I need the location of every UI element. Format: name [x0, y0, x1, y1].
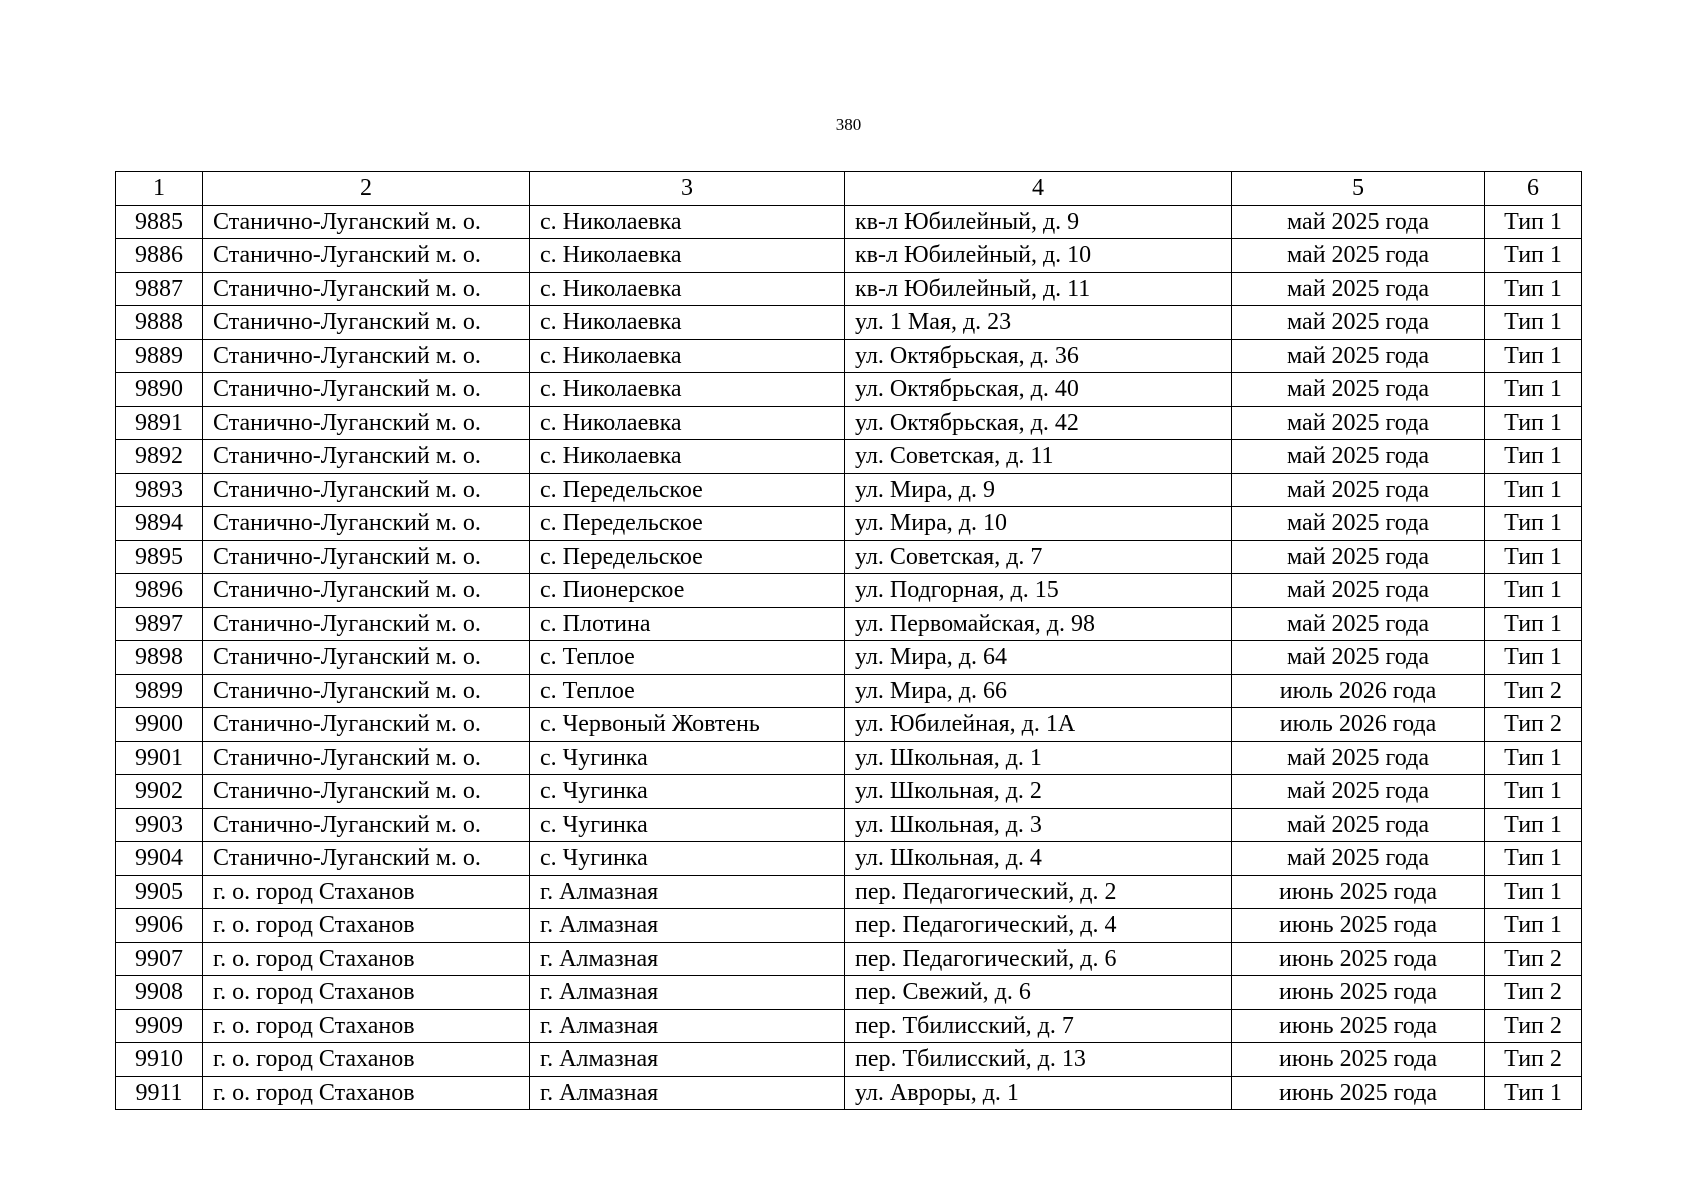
table-row — [116, 976, 1582, 1010]
settlement-cell: г. Алмазная — [530, 942, 845, 976]
date-cell: июнь 2025 года — [1232, 1043, 1485, 1077]
address-cell: пер. Педагогический, д. 2 — [845, 875, 1232, 909]
address-cell: пер. Тбилисский, д. 7 — [845, 1009, 1232, 1043]
table-row — [116, 507, 1582, 541]
type-cell: Тип 1 — [1485, 641, 1582, 675]
row-number-cell: 9885 — [116, 205, 203, 239]
address-cell: ул. Советская, д. 11 — [845, 440, 1232, 474]
table-row — [116, 205, 1582, 239]
type-cell: Тип 1 — [1485, 909, 1582, 943]
settlement-cell: с. Теплое — [530, 641, 845, 675]
settlement-cell: г. Алмазная — [530, 1043, 845, 1077]
data-table — [115, 171, 1582, 1110]
settlement-cell: г. Алмазная — [530, 875, 845, 909]
municipality-cell: Станично-Луганский м. о. — [203, 641, 530, 675]
settlement-cell: с. Передельское — [530, 540, 845, 574]
municipality-cell: г. о. город Стаханов — [203, 942, 530, 976]
settlement-cell: с. Николаевка — [530, 239, 845, 273]
address-cell: ул. Октябрьская, д. 40 — [845, 373, 1232, 407]
date-cell: май 2025 года — [1232, 842, 1485, 876]
settlement-cell: г. Алмазная — [530, 1076, 845, 1110]
row-number-cell: 9910 — [116, 1043, 203, 1077]
date-cell: май 2025 года — [1232, 741, 1485, 775]
date-cell: май 2025 года — [1232, 641, 1485, 675]
table-row — [116, 473, 1582, 507]
settlement-cell: с. Чугинка — [530, 741, 845, 775]
row-number-cell: 9886 — [116, 239, 203, 273]
municipality-cell: Станично-Луганский м. о. — [203, 674, 530, 708]
settlement-cell: с. Плотина — [530, 607, 845, 641]
type-cell: Тип 1 — [1485, 507, 1582, 541]
address-cell: кв-л Юбилейный, д. 9 — [845, 205, 1232, 239]
settlement-cell: с. Николаевка — [530, 306, 845, 340]
table-row — [116, 239, 1582, 273]
table-row — [116, 1076, 1582, 1110]
municipality-cell: г. о. город Стаханов — [203, 875, 530, 909]
date-cell: май 2025 года — [1232, 607, 1485, 641]
type-cell: Тип 2 — [1485, 1043, 1582, 1077]
municipality-cell: Станично-Луганский м. о. — [203, 808, 530, 842]
type-cell: Тип 2 — [1485, 976, 1582, 1010]
type-cell: Тип 1 — [1485, 540, 1582, 574]
settlement-cell: с. Червоный Жовтень — [530, 708, 845, 742]
date-cell: май 2025 года — [1232, 507, 1485, 541]
type-cell: Тип 1 — [1485, 272, 1582, 306]
table-row — [116, 875, 1582, 909]
address-cell: ул. Школьная, д. 3 — [845, 808, 1232, 842]
table-row — [116, 540, 1582, 574]
address-cell: ул. Школьная, д. 2 — [845, 775, 1232, 809]
settlement-cell: с. Николаевка — [530, 272, 845, 306]
row-number-cell: 9909 — [116, 1009, 203, 1043]
date-cell: июль 2026 года — [1232, 708, 1485, 742]
municipality-cell: Станично-Луганский м. о. — [203, 306, 530, 340]
municipality-cell: Станично-Луганский м. о. — [203, 239, 530, 273]
type-cell: Тип 1 — [1485, 875, 1582, 909]
table-row — [116, 440, 1582, 474]
type-cell: Тип 1 — [1485, 808, 1582, 842]
date-cell: май 2025 года — [1232, 775, 1485, 809]
row-number-cell: 9900 — [116, 708, 203, 742]
municipality-cell: Станично-Луганский м. о. — [203, 708, 530, 742]
table-row — [116, 909, 1582, 943]
municipality-cell: Станично-Луганский м. о. — [203, 842, 530, 876]
row-number-cell: 9888 — [116, 306, 203, 340]
table-row — [116, 1009, 1582, 1043]
settlement-cell: с. Теплое — [530, 674, 845, 708]
municipality-cell: Станично-Луганский м. о. — [203, 440, 530, 474]
date-cell: май 2025 года — [1232, 440, 1485, 474]
date-cell: июнь 2025 года — [1232, 1009, 1485, 1043]
municipality-cell: Станично-Луганский м. о. — [203, 507, 530, 541]
address-cell: кв-л Юбилейный, д. 11 — [845, 272, 1232, 306]
table-row — [116, 373, 1582, 407]
date-cell: июнь 2025 года — [1232, 942, 1485, 976]
row-number-cell: 9905 — [116, 875, 203, 909]
table-row — [116, 741, 1582, 775]
address-cell: ул. Октябрьская, д. 42 — [845, 406, 1232, 440]
header-row — [116, 172, 1582, 206]
type-cell: Тип 1 — [1485, 205, 1582, 239]
column-header-2: 2 — [203, 172, 530, 206]
municipality-cell: Станично-Луганский м. о. — [203, 373, 530, 407]
row-number-cell: 9902 — [116, 775, 203, 809]
date-cell: май 2025 года — [1232, 272, 1485, 306]
date-cell: май 2025 года — [1232, 574, 1485, 608]
type-cell: Тип 1 — [1485, 406, 1582, 440]
type-cell: Тип 1 — [1485, 373, 1582, 407]
address-cell: пер. Тбилисский, д. 13 — [845, 1043, 1232, 1077]
row-number-cell: 9898 — [116, 641, 203, 675]
municipality-cell: Станично-Луганский м. о. — [203, 741, 530, 775]
row-number-cell: 9892 — [116, 440, 203, 474]
table-body — [116, 205, 1582, 1110]
date-cell: май 2025 года — [1232, 473, 1485, 507]
page-number: 380 — [835, 115, 862, 134]
municipality-cell: Станично-Луганский м. о. — [203, 607, 530, 641]
date-cell: май 2025 года — [1232, 540, 1485, 574]
type-cell: Тип 1 — [1485, 440, 1582, 474]
settlement-cell: с. Чугинка — [530, 808, 845, 842]
municipality-cell: г. о. город Стаханов — [203, 1009, 530, 1043]
settlement-cell: с. Николаевка — [530, 440, 845, 474]
table-row — [116, 574, 1582, 608]
column-header-6: 6 — [1485, 172, 1582, 206]
table-row — [116, 674, 1582, 708]
settlement-cell: с. Передельское — [530, 507, 845, 541]
settlement-cell: г. Алмазная — [530, 1009, 845, 1043]
row-number-cell: 9895 — [116, 540, 203, 574]
row-number-cell: 9896 — [116, 574, 203, 608]
address-cell: ул. Первомайская, д. 98 — [845, 607, 1232, 641]
table-row — [116, 942, 1582, 976]
address-cell: ул. Подгорная, д. 15 — [845, 574, 1232, 608]
type-cell: Тип 2 — [1485, 708, 1582, 742]
date-cell: июнь 2025 года — [1232, 875, 1485, 909]
address-cell: ул. Мира, д. 9 — [845, 473, 1232, 507]
type-cell: Тип 1 — [1485, 574, 1582, 608]
row-number-cell: 9906 — [116, 909, 203, 943]
settlement-cell: с. Чугинка — [530, 775, 845, 809]
row-number-cell: 9897 — [116, 607, 203, 641]
address-cell: пер. Педагогический, д. 4 — [845, 909, 1232, 943]
table-row — [116, 842, 1582, 876]
column-header-4: 4 — [845, 172, 1232, 206]
municipality-cell: Станично-Луганский м. о. — [203, 406, 530, 440]
address-cell: ул. Октябрьская, д. 36 — [845, 339, 1232, 373]
table-row — [116, 708, 1582, 742]
address-cell: пер. Педагогический, д. 6 — [845, 942, 1232, 976]
table-row — [116, 775, 1582, 809]
type-cell: Тип 1 — [1485, 842, 1582, 876]
type-cell: Тип 1 — [1485, 239, 1582, 273]
date-cell: май 2025 года — [1232, 306, 1485, 340]
type-cell: Тип 1 — [1485, 741, 1582, 775]
row-number-cell: 9901 — [116, 741, 203, 775]
column-header-1: 1 — [116, 172, 203, 206]
address-cell: ул. Школьная, д. 4 — [845, 842, 1232, 876]
row-number-cell: 9893 — [116, 473, 203, 507]
date-cell: июнь 2025 года — [1232, 976, 1485, 1010]
address-cell: ул. Мира, д. 10 — [845, 507, 1232, 541]
settlement-cell: с. Николаевка — [530, 406, 845, 440]
settlement-cell: с. Пионерское — [530, 574, 845, 608]
address-cell: ул. Мира, д. 64 — [845, 641, 1232, 675]
row-number-cell: 9907 — [116, 942, 203, 976]
address-cell: ул. Авроры, д. 1 — [845, 1076, 1232, 1110]
type-cell: Тип 1 — [1485, 473, 1582, 507]
settlement-cell: г. Алмазная — [530, 909, 845, 943]
municipality-cell: Станично-Луганский м. о. — [203, 473, 530, 507]
date-cell: май 2025 года — [1232, 239, 1485, 273]
municipality-cell: г. о. город Стаханов — [203, 909, 530, 943]
table-row — [116, 339, 1582, 373]
address-cell: ул. Мира, д. 66 — [845, 674, 1232, 708]
type-cell: Тип 1 — [1485, 775, 1582, 809]
municipality-cell: г. о. город Стаханов — [203, 976, 530, 1010]
municipality-cell: г. о. город Стаханов — [203, 1043, 530, 1077]
settlement-cell: с. Николаевка — [530, 205, 845, 239]
column-header-3: 3 — [530, 172, 845, 206]
municipality-cell: Станично-Луганский м. о. — [203, 574, 530, 608]
type-cell: Тип 1 — [1485, 306, 1582, 340]
date-cell: июнь 2025 года — [1232, 1076, 1485, 1110]
column-header-5: 5 — [1232, 172, 1485, 206]
row-number-cell: 9889 — [116, 339, 203, 373]
row-number-cell: 9903 — [116, 808, 203, 842]
settlement-cell: г. Алмазная — [530, 976, 845, 1010]
address-cell: пер. Свежий, д. 6 — [845, 976, 1232, 1010]
table-row — [116, 1043, 1582, 1077]
row-number-cell: 9887 — [116, 272, 203, 306]
table-row — [116, 808, 1582, 842]
table-header — [116, 172, 1582, 206]
municipality-cell: Станично-Луганский м. о. — [203, 775, 530, 809]
row-number-cell: 9899 — [116, 674, 203, 708]
date-cell: май 2025 года — [1232, 339, 1485, 373]
settlement-cell: с. Николаевка — [530, 373, 845, 407]
settlement-cell: с. Чугинка — [530, 842, 845, 876]
date-cell: май 2025 года — [1232, 406, 1485, 440]
date-cell: июнь 2025 года — [1232, 909, 1485, 943]
row-number-cell: 9911 — [116, 1076, 203, 1110]
settlement-cell: с. Передельское — [530, 473, 845, 507]
municipality-cell: Станично-Луганский м. о. — [203, 540, 530, 574]
type-cell: Тип 2 — [1485, 942, 1582, 976]
address-cell: кв-л Юбилейный, д. 10 — [845, 239, 1232, 273]
row-number-cell: 9894 — [116, 507, 203, 541]
type-cell: Тип 2 — [1485, 1009, 1582, 1043]
date-cell: май 2025 года — [1232, 808, 1485, 842]
address-cell: ул. 1 Мая, д. 23 — [845, 306, 1232, 340]
type-cell: Тип 1 — [1485, 607, 1582, 641]
date-cell: июль 2026 года — [1232, 674, 1485, 708]
municipality-cell: Станично-Луганский м. о. — [203, 339, 530, 373]
type-cell: Тип 2 — [1485, 674, 1582, 708]
row-number-cell: 9890 — [116, 373, 203, 407]
municipality-cell: г. о. город Стаханов — [203, 1076, 530, 1110]
row-number-cell: 9908 — [116, 976, 203, 1010]
table-row — [116, 641, 1582, 675]
address-cell: ул. Советская, д. 7 — [845, 540, 1232, 574]
municipality-cell: Станично-Луганский м. о. — [203, 205, 530, 239]
table-row — [116, 306, 1582, 340]
municipality-cell: Станично-Луганский м. о. — [203, 272, 530, 306]
date-cell: май 2025 года — [1232, 205, 1485, 239]
table-row — [116, 406, 1582, 440]
row-number-cell: 9891 — [116, 406, 203, 440]
type-cell: Тип 1 — [1485, 339, 1582, 373]
address-cell: ул. Школьная, д. 1 — [845, 741, 1232, 775]
type-cell: Тип 1 — [1485, 1076, 1582, 1110]
table-row — [116, 607, 1582, 641]
row-number-cell: 9904 — [116, 842, 203, 876]
settlement-cell: с. Николаевка — [530, 339, 845, 373]
date-cell: май 2025 года — [1232, 373, 1485, 407]
address-cell: ул. Юбилейная, д. 1А — [845, 708, 1232, 742]
table-row — [116, 272, 1582, 306]
